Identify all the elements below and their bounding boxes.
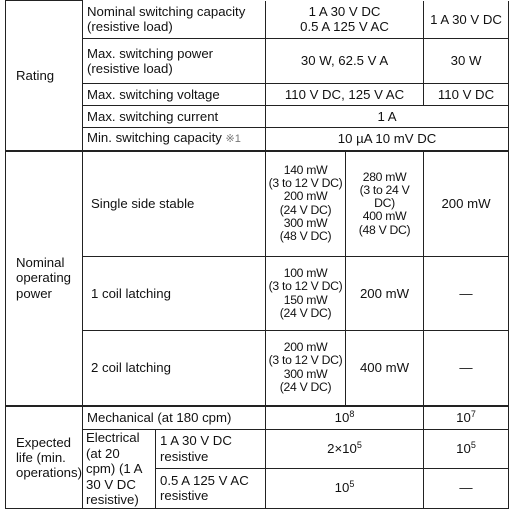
max-switching-voltage-label: Max. switching voltage (83, 84, 266, 106)
electrical-label: Electrical (at 20 cpm) (1 A 30 V DC resistive) (83, 430, 156, 509)
electrical-condition-1: 1 A 30 V DC resistive (156, 430, 266, 469)
mechanical-value-2 (424, 406, 509, 430)
mechanical-value-2-base: 10 (456, 410, 471, 425)
single-side-stable-col-b: 280 mW (3 to 24 V DC) 400 mW (48 V DC) (346, 151, 424, 257)
mechanical-value-1-base: 10 (334, 410, 350, 425)
nominal-switching-capacity-value-1: 1 A 30 V DC 0.5 A 125 V AC (266, 1, 424, 39)
one-coil-latching-col-b: 200 mW (346, 257, 424, 331)
nominal-power-group-label: Nominal operating power (6, 151, 83, 406)
two-coil-latching-col-a: 200 mW (3 to 12 V DC) 300 mW (24 V DC) (266, 331, 346, 406)
nominal-switching-capacity-label: Nominal switching capacity (resistive load) (83, 1, 266, 39)
two-coil-latching-label: 2 coil latching (83, 331, 266, 406)
single-side-stable-label: Single side stable (83, 151, 266, 257)
rating-group-label: Rating (6, 1, 83, 151)
max-switching-power-value-1: 30 W, 62.5 V A (266, 39, 424, 84)
electrical-value-1b-base: 10 (456, 441, 471, 457)
max-switching-voltage-value-2: 110 V DC (424, 84, 509, 106)
one-coil-latching-label: 1 coil latching (83, 257, 266, 331)
single-side-stable-col-c: 200 mW (424, 151, 509, 257)
min-switching-capacity-value: 10 µA 10 mV DC (266, 128, 509, 151)
max-switching-voltage-value-1: 110 V DC, 125 V AC (266, 84, 424, 106)
mechanical-value-1-exp: 8 (349, 409, 355, 419)
min-switching-capacity-text: Min. switching capacity (87, 130, 222, 145)
single-side-stable-col-a: 140 mW (3 to 12 V DC) 200 mW (24 V DC) 300 mW (48 V DC) (266, 151, 346, 257)
max-switching-current-value: 1 A (266, 106, 509, 128)
electrical-value-1b (424, 430, 509, 469)
two-coil-latching-col-c: — (424, 331, 509, 406)
max-switching-current-label: Max. switching current (83, 106, 266, 128)
electrical-value-1a (266, 430, 424, 469)
electrical-condition-2: 0.5 A 125 V AC resistive (156, 468, 266, 508)
electrical-value-1a-base: 2×10 (327, 441, 357, 457)
electrical-value-2a-exp: 5 (349, 479, 355, 490)
electrical-value-2a-base: 10 (334, 480, 350, 496)
max-switching-power-value-2: 30 W (424, 39, 509, 84)
expected-life-group-label: Expected life (min. operations) (6, 406, 83, 509)
two-coil-latching-col-b: 400 mW (346, 331, 424, 406)
mechanical-value-1 (266, 406, 424, 430)
nominal-switching-capacity-value-2: 1 A 30 V DC (424, 1, 509, 39)
electrical-value-2a (266, 468, 424, 508)
min-switching-capacity-label (83, 128, 266, 151)
electrical-value-1b-exp: 5 (470, 440, 476, 451)
max-switching-power-label: Max. switching power (resistive load) (83, 39, 266, 84)
one-coil-latching-col-a: 100 mW (3 to 12 V DC) 150 mW (24 V DC) (266, 257, 346, 331)
one-coil-latching-col-c: — (424, 257, 509, 331)
relay-spec-table (5, 0, 509, 509)
footnote-mark: ※1 (225, 133, 241, 145)
electrical-value-1a-exp: 5 (356, 440, 362, 451)
mechanical-value-2-exp: 7 (470, 409, 476, 419)
electrical-value-2b: — (424, 468, 509, 508)
mechanical-label: Mechanical (at 180 cpm) (83, 406, 266, 430)
